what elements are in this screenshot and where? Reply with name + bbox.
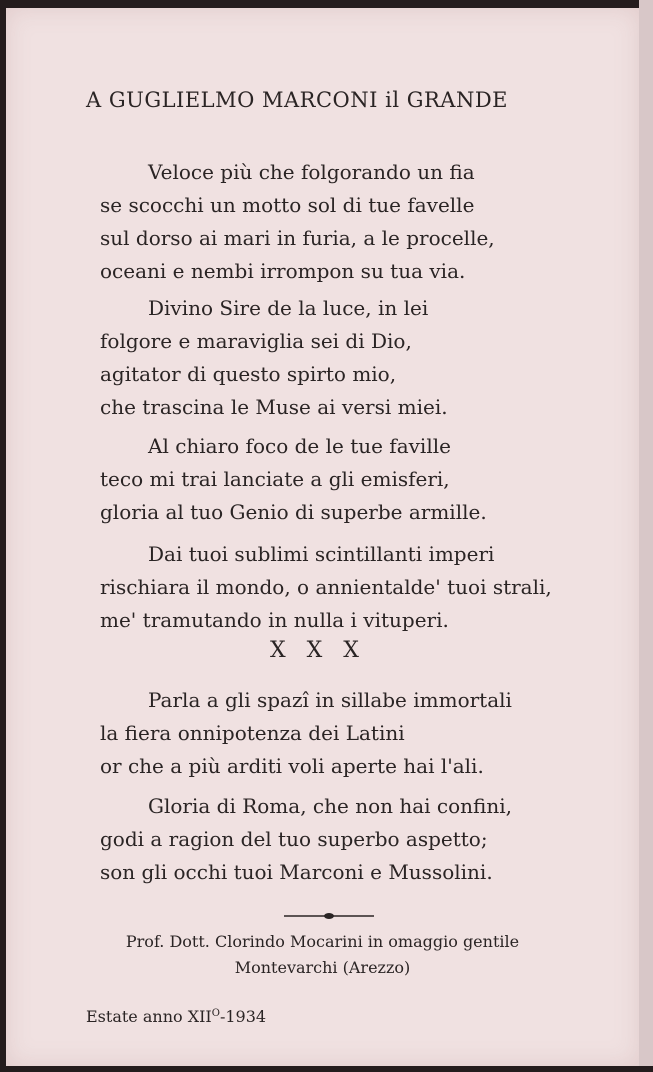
verse-line: Divino Sire de la luce, in lei [148, 296, 429, 320]
verse-line: agitator di questo spirto mio, [100, 362, 397, 386]
section-separator: X X X [270, 638, 359, 663]
verse-line: teco mi trai lanciate a gli emisferi, [100, 467, 450, 491]
prayer-card [6, 8, 639, 1066]
verse-line: Al chiaro foco de le tue faville [148, 434, 451, 458]
verse-line: Parla a gli spazî in sillabe immortali [148, 688, 512, 712]
verse-line: or che a più arditi voli aperte hai l'ali. [100, 754, 484, 778]
date-suffix: -1934 [219, 1007, 267, 1026]
place-line: Montevarchi (Arezzo) [234, 958, 411, 977]
verse-line: se scocchi un motto sol di tue favelle [100, 193, 475, 217]
stanza-4 [100, 538, 552, 637]
verse-line: gloria al tuo Genio di superbe armille. [100, 500, 487, 524]
verse-line: son gli occhi tuoi Marconi e Mussolini. [100, 860, 493, 884]
stanza-1 [100, 156, 495, 288]
stanza-5 [100, 684, 512, 783]
poem-title: A GUGLIELMO MARCONI il GRANDE [86, 88, 509, 112]
verse-line: Veloce più che folgorando un fia [148, 160, 475, 184]
stanza-2 [100, 292, 448, 424]
stanza-3 [100, 430, 487, 529]
verse-line: Gloria di Roma, che non hai confini, [148, 794, 513, 818]
verse-line: godi a ragion del tuo superbo aspetto; [100, 827, 488, 851]
verse-line: folgore e maraviglia sei di Dio, [100, 329, 412, 353]
verse-line: Dai tuoi sublimi scintillanti imperi [148, 542, 495, 566]
date-line [86, 1007, 266, 1026]
ornament-divider [284, 911, 374, 921]
card-edge [639, 0, 653, 1072]
background-strip [0, 1066, 653, 1072]
verse-line: la fiera onnipotenza dei Latini [100, 721, 405, 745]
author-line: Prof. Dott. Clorindo Mocarini in omaggio gentile [125, 932, 520, 951]
verse-line: che trascina le Muse ai versi miei. [100, 395, 448, 419]
date-ordinal: O [211, 1008, 220, 1019]
date-prefix: Estate anno XII [86, 1007, 212, 1026]
verse-line: oceani e nembi irrompon su tua via. [100, 259, 466, 283]
verse-line: me' tramutando in nulla i vituperi. [100, 608, 449, 632]
verse-line: rischiara il mondo, o annientalde' tuoi strali, [100, 575, 552, 599]
verse-line: sul dorso ai mari in furia, a le procelle, [100, 226, 495, 250]
stanza-6 [100, 790, 512, 889]
